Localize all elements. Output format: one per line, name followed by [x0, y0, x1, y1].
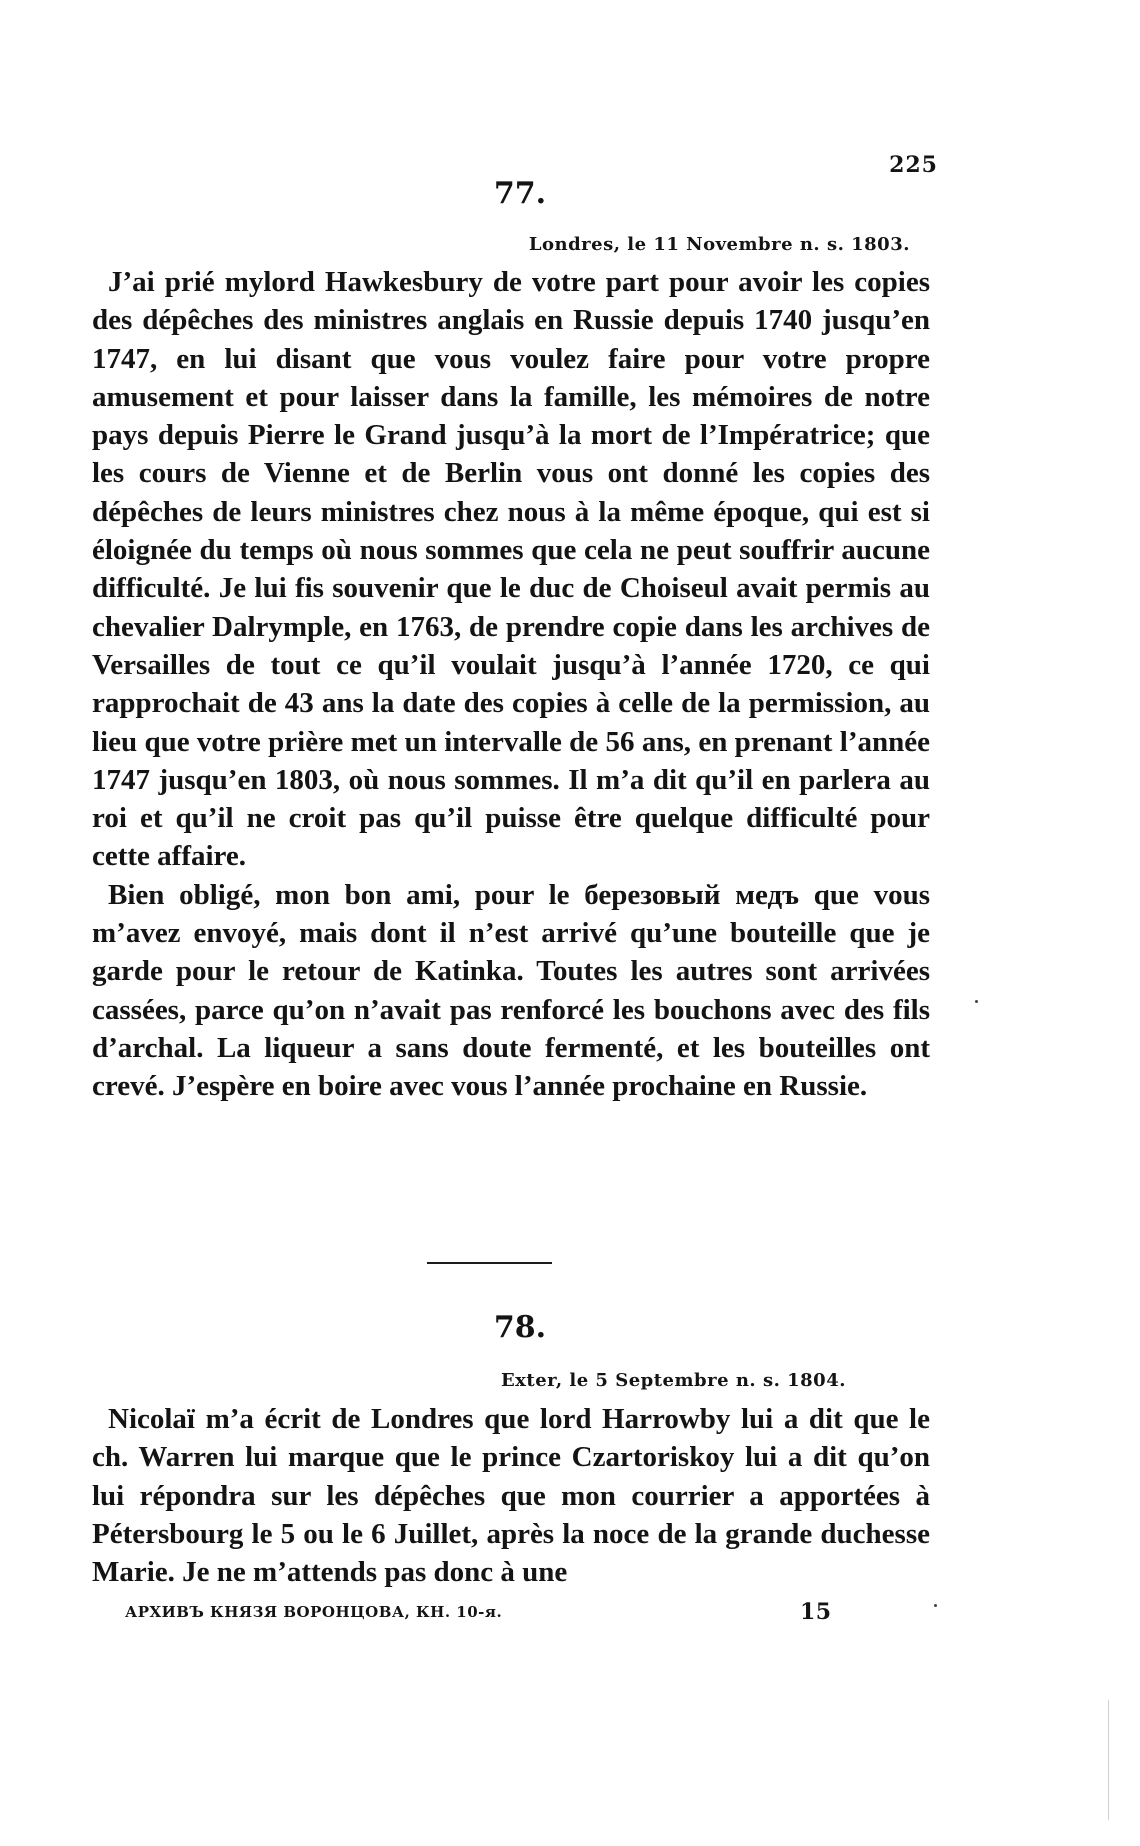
page-number: 225 — [889, 152, 938, 178]
letter-body — [92, 263, 930, 1106]
letter-dateline: Exter, le 5 Septembre n. s. 1804. — [500, 1370, 846, 1391]
signature-mark: 15 — [800, 1599, 832, 1625]
margin-dot — [975, 1000, 978, 1003]
section-divider — [427, 1262, 552, 1264]
scan-edge-mark — [1108, 1700, 1109, 1820]
running-title: АРХИВЪ КНЯЗЯ ВОРОНЦОВА, КН. 10-я. — [125, 1603, 503, 1621]
paragraph: Bien obligé, mon bon ami, pour le березовый медъ que vous m’avez envoyé, mais dont il n’est arrivé qu’une bouteille que je garde pour le retour de Katinka. Toutes les autres sont arrivées cassées, parce qu’on n’avait pas renforcé les bouchons avec des fils d’archal. La liqueur a sans doute fermenté, et les bouteilles ont crevé. J’espère en boire avec vous l’année prochaine en Russie. — [92, 878, 930, 1103]
paragraph: J’ai prié mylord Hawkesbury de votre part pour avoir les copies des dépêches des ministres anglais en Russie depuis 1740 jusqu’en 1747, en lui disant que vous voulez faire pour votre propre amusement et pour laisser dans la famille, les mémoires de notre pays depuis Pierre le Grand jusqu’à la mort de l’Impératrice; que les cours de Vienne et de Berlin vous ont donné les copies des dépêches de leurs ministres chez nous à la même époque, qui est si éloignée du temps où nous sommes que cela ne peut souffrir aucune difficulté. Je lui fis souvenir que le duc de Choiseul avait permis au chevalier Dalrymple, en 1763, de prendre copie dans les archives de Versailles de tout ce qu’il voulait jusqu’à l’année 1720, ce qui rapprochait de 43 ans la date des copies à celle de la permission, au lieu que votre prière met un intervalle de 56 ans, en prenant l’année 1747 jusqu’en 1803, où nous sommes. Il m’a dit qu’il en parlera au roi et qu’il ne croit pas qu’il puisse être quelque difficulté pour cette affaire. — [92, 266, 930, 873]
paragraph: Nicolaï m’a écrit de Londres que lord Harrowby lui a dit que le ch. Warren lui marque que le prince Czartoriskoy lui a dit qu’on lui répondra sur les dépêches que mon courrier a apportées à Pétersbourg le 5 ou le 6 Juillet, après la noce de la grande duchesse Marie. Je ne m’attends pas donc à une — [92, 1403, 930, 1589]
letter-number: 78. — [493, 1310, 547, 1345]
letter-body — [92, 1400, 930, 1591]
letter-dateline: Londres, le 11 Novembre n. s. 1803. — [528, 234, 910, 255]
margin-dot — [934, 1604, 937, 1607]
page-footer — [125, 1599, 835, 1625]
letter-number: 77. — [493, 176, 547, 211]
